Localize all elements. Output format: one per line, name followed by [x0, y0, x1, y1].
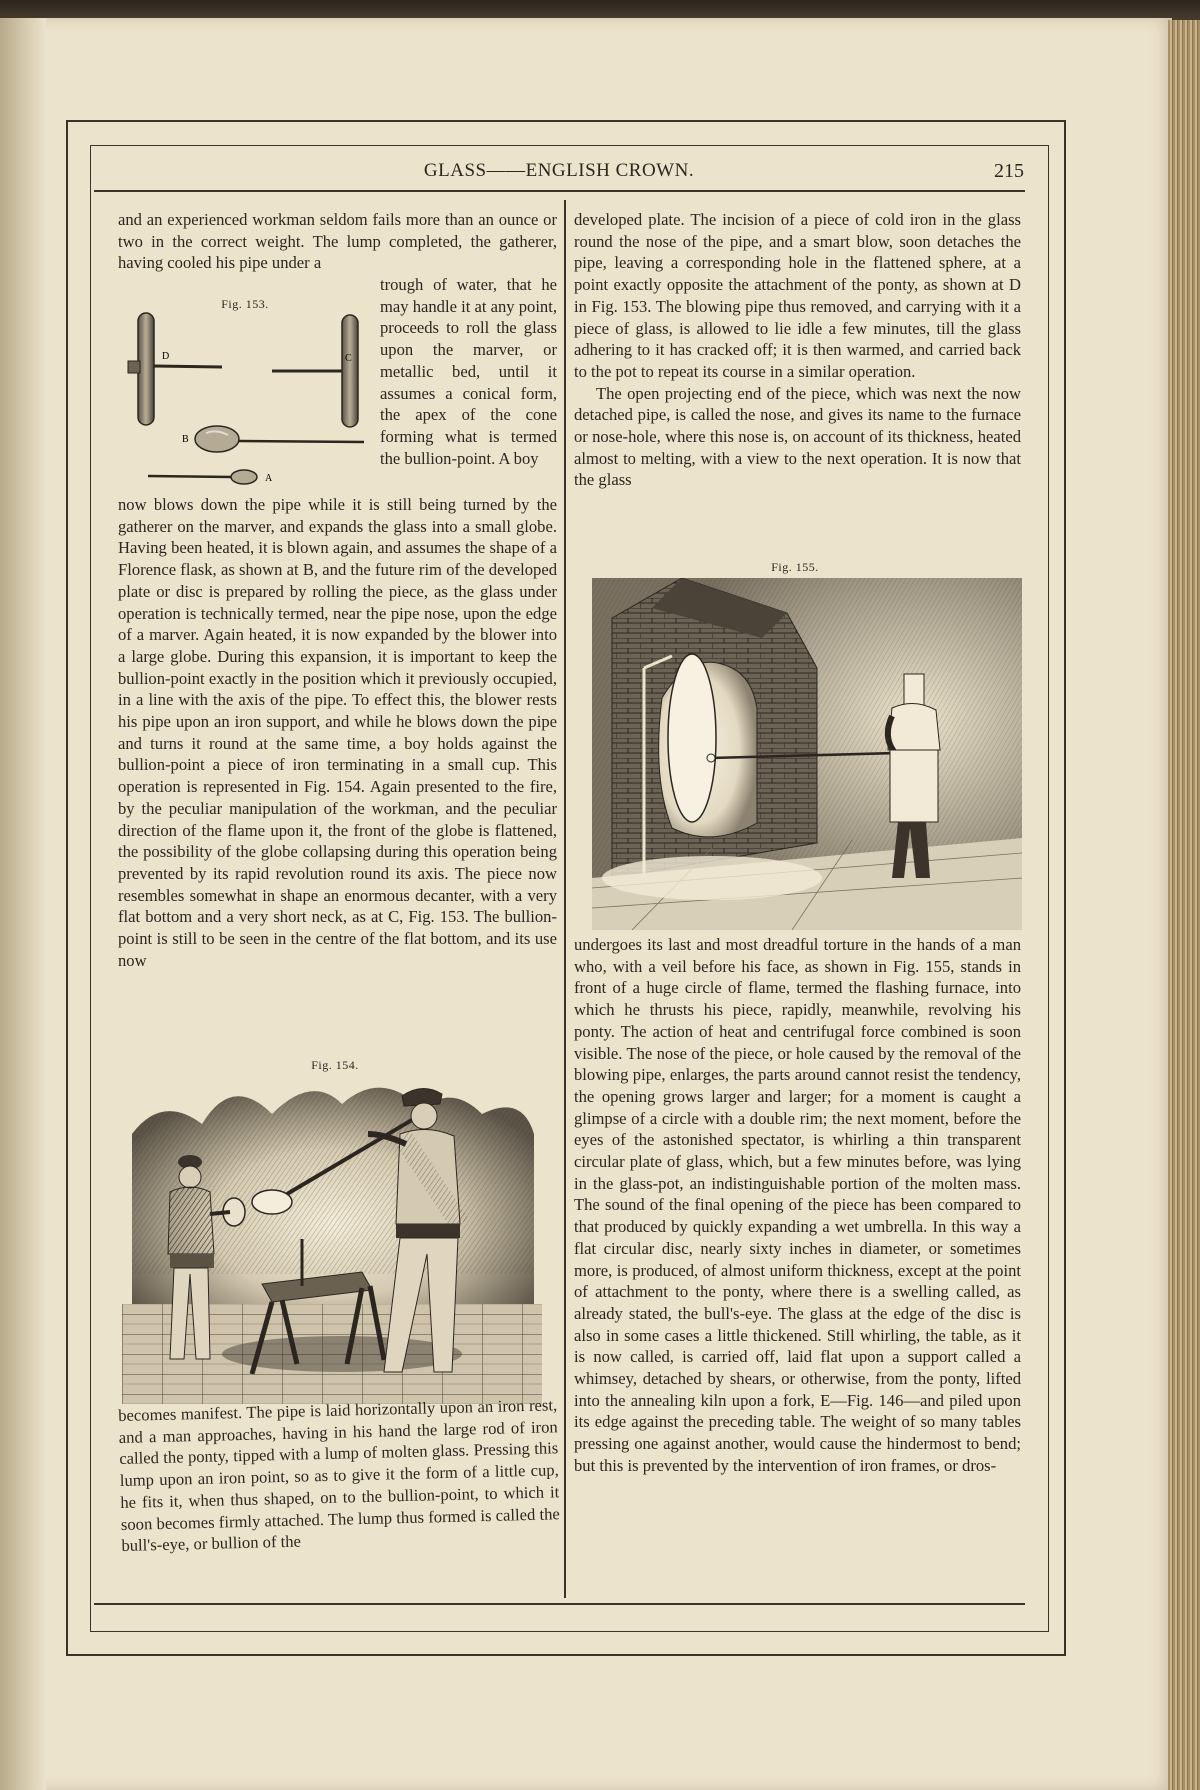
fig153-label-d: D	[162, 351, 170, 362]
outer-bottom-rule	[66, 1654, 1066, 1656]
running-head: GLASS——ENGLISH CROWN.	[423, 160, 695, 181]
left-column-beside-figure-text	[380, 274, 557, 469]
left-bottom-paragraph: becomes manifest. The pipe is laid horizontally upon an iron rest, and a man approaches, having in his hand the large rod of iron called the ponty, tipped with a lump of molten glass. Pressing this lump upon an iron point, so as to give it the form of a little cup, he fits it, when thus shaped, on to the bullion-point, to which it soon becomes firmly attached. The lump thus formed is called the bull's-eye, or bullion of the	[118, 1395, 561, 1556]
page-gutter	[0, 18, 46, 1790]
left-column-top-text	[118, 209, 557, 274]
right-column-bottom-text	[574, 934, 1021, 1477]
fig153-caption: Fig. 153.	[221, 297, 269, 311]
column-divider	[564, 200, 566, 1598]
page-number: 215	[994, 160, 1024, 182]
right-paragraph-1: developed plate. The incision of a piece of cold iron in the glass round the nose of the pipe, and a smart blow, soon detaches the pipe, leaving a corresponding hole in the flattened sphere, at a point exactly opposite the attachment of the ponty, as shown at D in Fig. 153. The blowing pipe thus removed, and carrying with it a piece of glass, is allowed to lie idle a few minutes, till the glass adhering to it has cracked off; it is then warmed, and carried back to the pot to repeat its course in a similar operation.	[574, 210, 1021, 381]
fig153-label-c: C	[345, 353, 352, 364]
fig153-label-b: B	[182, 434, 189, 445]
page-header	[94, 160, 1024, 188]
beside-figure-paragraph: trough of water, that he may handle it at any point, proceeds to roll the glass upon the marver, or metallic bed, until it assumes a conical form, the apex of the cone forming what is termed the bullion-point. A boy	[380, 275, 557, 468]
right-column-top-text	[574, 209, 1021, 491]
fig153-illustration	[120, 305, 372, 490]
fig153-label-a: A	[265, 473, 273, 484]
footer-rule	[94, 1603, 1025, 1605]
fig155-caption: Fig. 155.	[771, 560, 819, 574]
left-column-bottom-text	[118, 1394, 561, 1557]
left-top-paragraph: and an experienced workman seldom fails more than an ounce or two in the correct weight. The lump completed, the gatherer, having cooled his pipe under a	[118, 210, 557, 273]
right-bottom-paragraph: undergoes its last and most dreadful torture in the hands of a man who, with a veil before his face, as shown in Fig. 155, stands in front of a huge circle of flame, termed the flashing furnace, into which he thrusts his piece, rapidly, meanwhile, revolving his ponty. The action of heat and centrifugal force combined is soon visible. The nose of the piece, or hole caused by the removal of the blowing pipe, enlarges, the parts around cannot resist the tendency, the opening grows larger and larger; for a moment is caught a glimpse of a circle with a double rim; the next moment, before the eyes of the astonished spectator, is whirling a thin transparent circular plate of glass, which, but a few minutes before, was lying in the glass-pot, an indistinguishable portion of the molten mass. The sound of the final opening of the piece has been compared to that produced by quickly expanding a wet umbrella. In this way a flat circular disc, nearly sixty inches in diameter, or sometimes more, is produced, of almost uniform thickness, except at the point of attachment to the ponty, where there is a swelling called, as already stated, the bull's-eye. The glass at the edge of the disc is also in some cases a little thickened. Still whirling, the table, as it is now called, is carried off, laid flat upon a support called a whimsey, detached by shears, or otherwise, from the ponty, lifted into the annealing kiln upon a fork, E—Fig. 146—and piled upon its edge against the preceding table. The weight of so many tables pressing one against another, would cause the hindermost to bend; but this is prevented by the intervention of iron frames, or dros-	[574, 935, 1021, 1475]
right-paragraph-2: The open projecting end of the piece, which was next the now detached pipe, is called the nose, and gives its name to the furnace or nose-hole, where this nose is, on account of its thickness, heated almost to melting, with a view to the next operation. It is now that the glass	[574, 383, 1021, 490]
fig155-illustration	[592, 578, 1022, 930]
fig154-illustration	[122, 1074, 542, 1404]
left-column-main-text	[118, 494, 557, 971]
left-main-paragraph: now blows down the pipe while it is still being turned by the gatherer on the marver, and expands the glass into a small globe. Having been heated, it is blown again, and assumes the shape of a Florence flask, as shown at B, and the future rim of the developed plate or disc is prepared by rolling the piece, as the glass under operation is technically termed, near the pipe nose, upon the edge of a marver. Again heated, it is now expanded by the blower into a large globe. During this expansion, it is important to keep the bullion-point exactly in the position which it previously occupied, in a line with the axis of the pipe. To effect this, the blower rests his pipe upon an iron support, and while he blows down the pipe and turns it round at the same time, a boy holds against the bullion-point a piece of iron terminating in a small cup. This operation is represented in Fig. 154. Again presented to the fire, by the peculiar manipulation of the workman, and the peculiar direction of the flame upon it, the front of the globe is flattened, the possibility of the globe collapsing during this operation being prevented by its rapid revolution round its axis. The piece now resembles somewhat in shape an enormous decanter, with a very flat bottom and a very short neck, as at C, Fig. 153. The bullion-point is still to be seen in the centre of the flat bottom, and its use now	[118, 495, 557, 970]
fig154-caption: Fig. 154.	[311, 1058, 359, 1072]
page-stack-edge	[1168, 20, 1200, 1790]
header-rule	[94, 190, 1025, 192]
